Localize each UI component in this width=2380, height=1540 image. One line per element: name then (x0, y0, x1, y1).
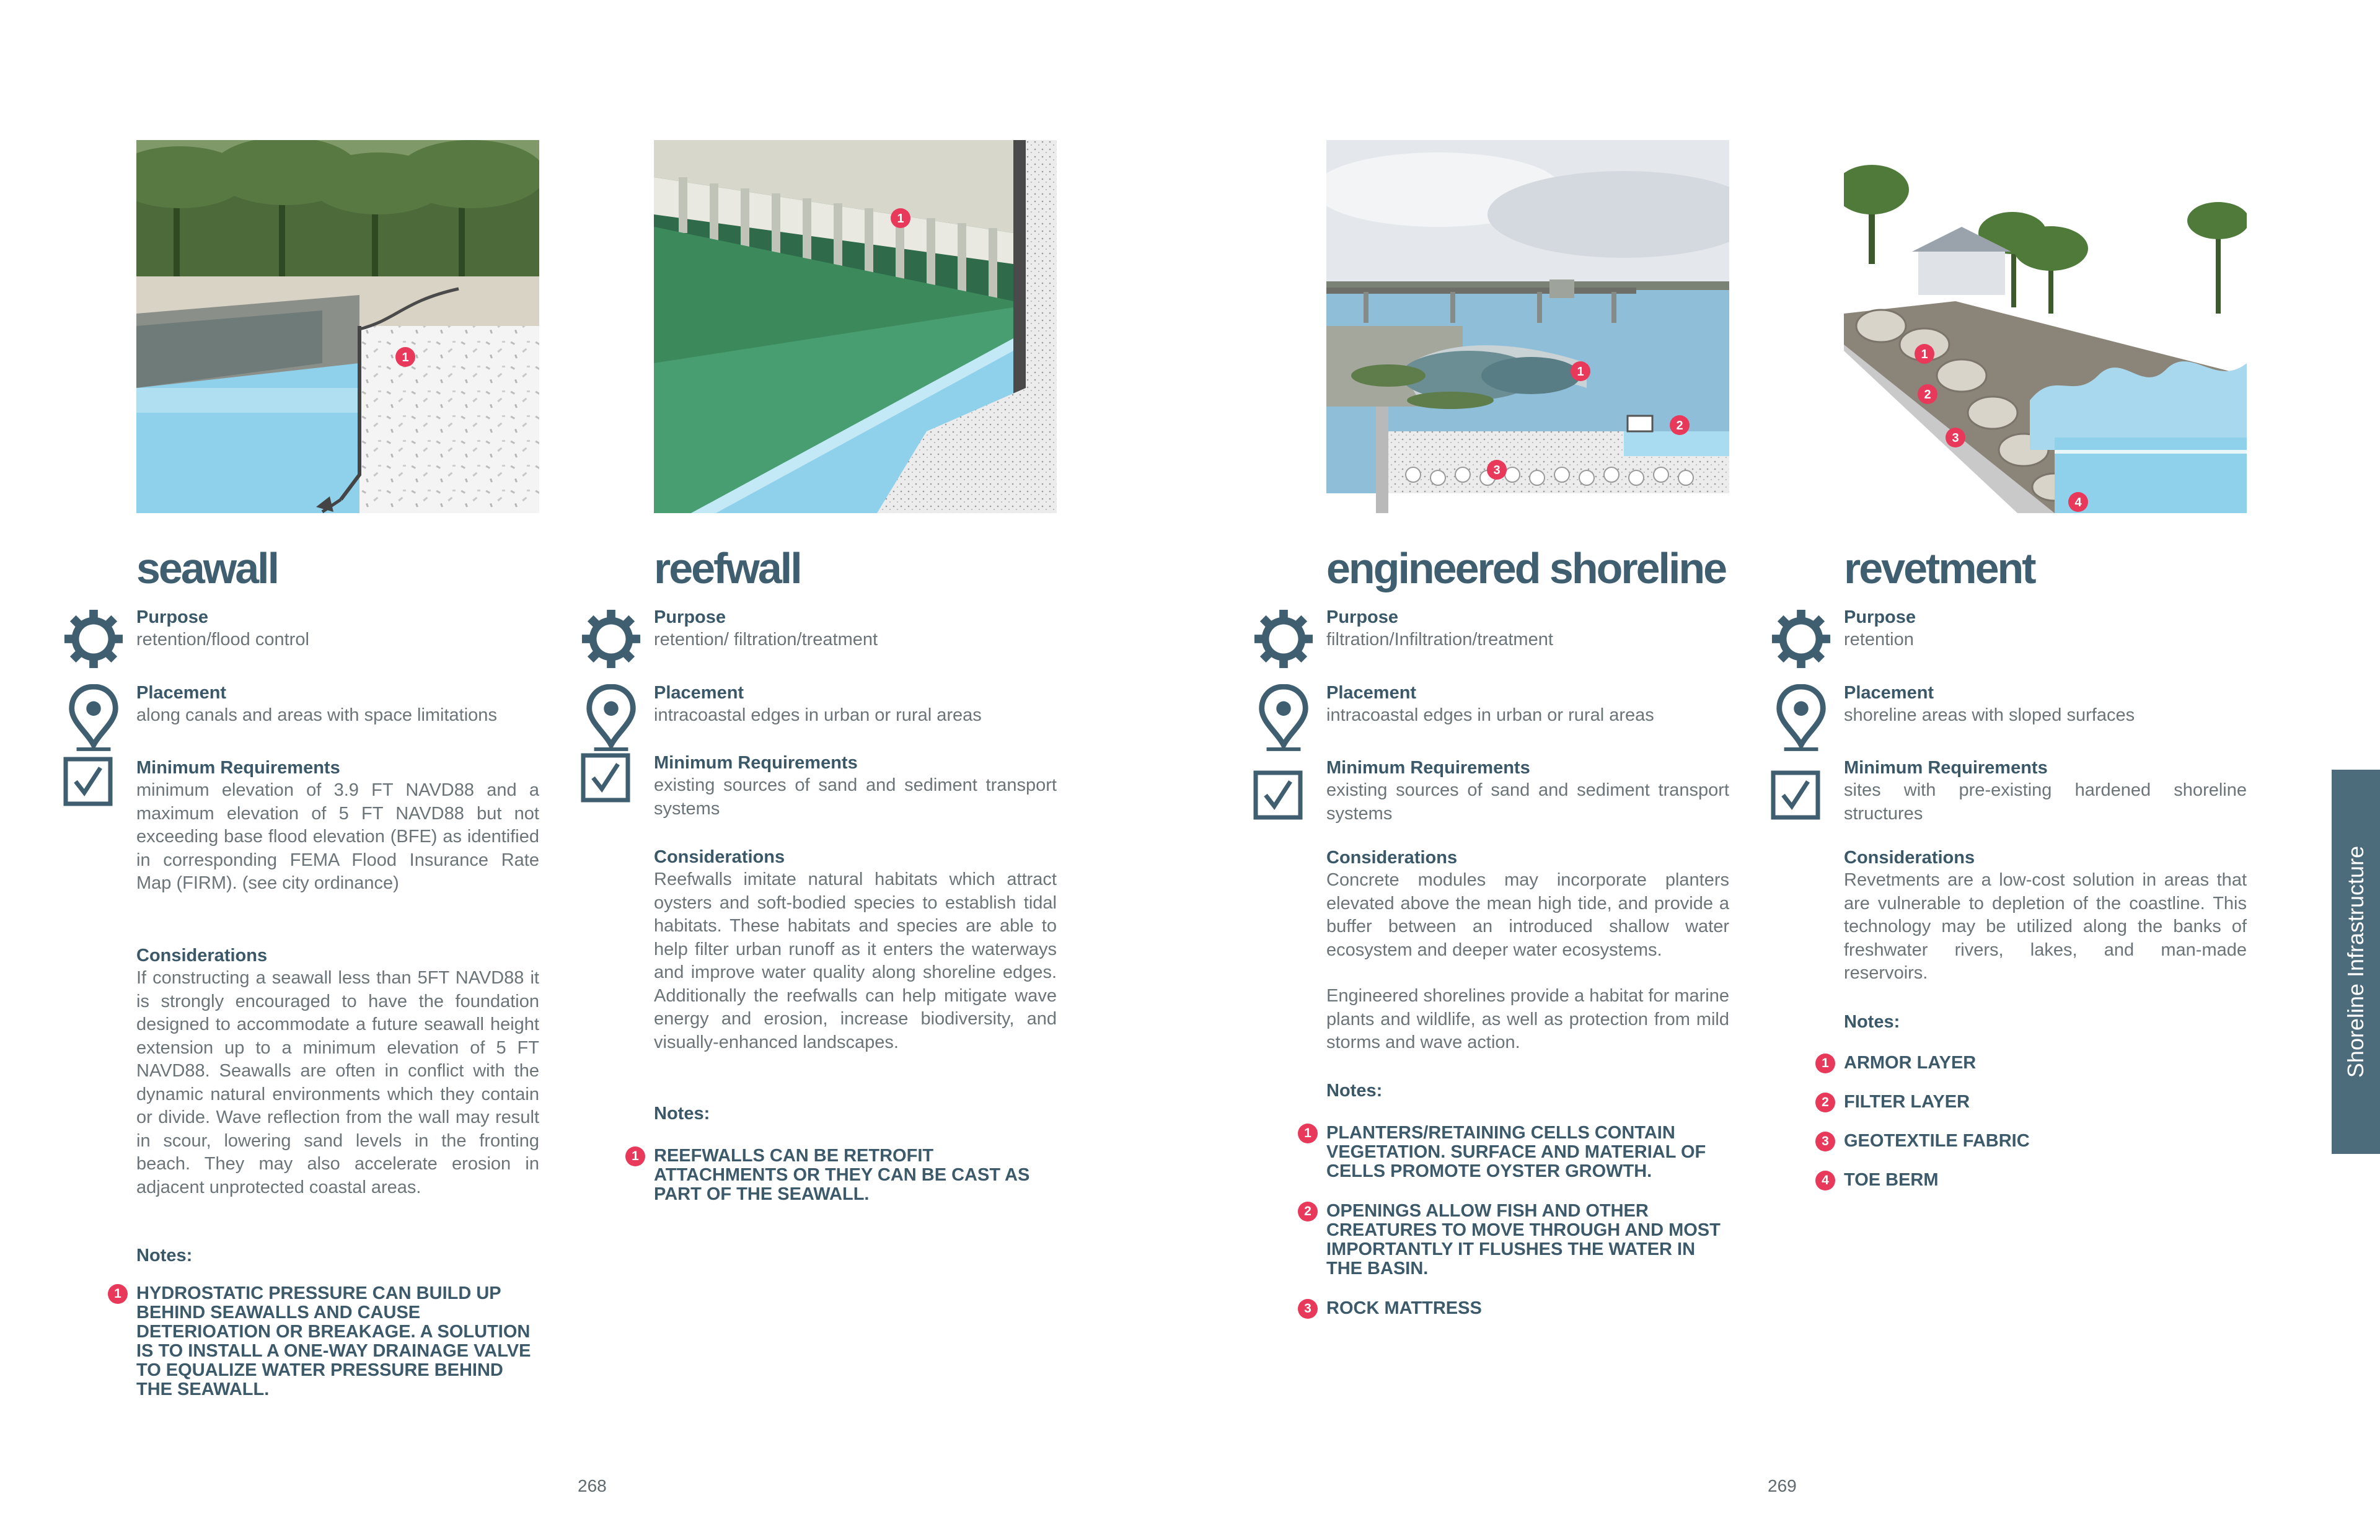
note-text: REEFWALLS CAN BE RETROFIT ATTACHMENTS OR THEY CAN BE CAST AS PART OF THE SEAWALL. (654, 1146, 1030, 1204)
requirements-block (1844, 757, 2247, 825)
numbered-circle-marker: 1 (1815, 1054, 1835, 1073)
note-text: ARMOR LAYER (1844, 1053, 1977, 1073)
requirements-block (654, 752, 1057, 821)
image-marker: 3 (1493, 464, 1501, 477)
image-marker: 1 (402, 351, 409, 364)
considerations-label: Considerations (654, 847, 785, 867)
numbered-circle-marker: 1 (108, 1284, 128, 1304)
gear-icon (1771, 609, 1831, 669)
reefwall-image (654, 140, 1057, 513)
note-item (1304, 1201, 1729, 1278)
revetment-illustration (1844, 140, 2247, 513)
image-marker: 2 (1676, 419, 1683, 433)
placement-text: shoreline areas with sloped surfaces (1844, 705, 2135, 725)
purpose-block (1326, 606, 1729, 652)
considerations-text: If constructing a seawall less than 5FT NAVD88 it is strongly encouraged to have the foundation designed to accommodate a future seawall height extension up to a minimum elevation of 5 FT NAVD88. Seawalls are often in conflict with the dynamic natural environments which they contain or divide. Wave reflection from the wall may result in scour, lowering sand levels in the fronting beach. They may also accelerate erosion in adjacent unprotected coastal areas. (136, 968, 539, 1197)
checkbox-icon (581, 753, 630, 803)
considerations-text: Reefwalls imitate natural habitats which attract oysters and soft-bodied species to establish tidal habitats. These habitats and species are able to help filter urban runoff as it enters the waterways and improve water quality along shoreline edges. Additionally the reefwalls can help mitigate wave energy and erosion, increase biodiversity, and visually-enhanced landscapes. (654, 869, 1057, 1052)
gear-icon (1253, 609, 1314, 669)
numbered-circle-marker: 3 (1298, 1299, 1318, 1319)
placement-block (136, 682, 539, 728)
purpose-text: retention/ filtration/treatment (654, 630, 878, 649)
engineered-shoreline-illustration (1326, 140, 1729, 513)
section-title: reefwall (654, 544, 801, 592)
note-item (1304, 1123, 1729, 1181)
placement-label: Placement (136, 683, 227, 703)
numbered-circle-marker: 4 (1815, 1171, 1835, 1190)
reefwall-illustration (654, 140, 1057, 513)
image-marker: 1 (897, 212, 904, 226)
considerations-block (136, 944, 539, 1199)
purpose-block (136, 606, 539, 652)
considerations-block (654, 846, 1057, 1054)
note-item (1822, 1053, 2247, 1073)
note-item (1822, 1131, 2247, 1151)
purpose-block (1844, 606, 2247, 652)
image-marker: 2 (1924, 388, 1931, 402)
note-text: ROCK MATTRESS (1326, 1298, 1482, 1318)
requirements-text: existing sources of sand and sediment transport systems (1326, 780, 1729, 824)
purpose-text: retention (1844, 630, 1914, 649)
placement-block (1326, 682, 1729, 728)
notes-label: Notes: (1326, 1081, 1383, 1101)
note-item (1304, 1298, 1729, 1318)
considerations-label: Considerations (1326, 848, 1458, 868)
image-marker: 4 (2074, 496, 2082, 509)
considerations-text: Engineered shorelines provide a habitat for marine plants and wildlife, as well as protection from mild storms and wave action. (1326, 986, 1729, 1052)
requirements-label: Minimum Requirements (1844, 758, 2048, 778)
location-pin-icon (1771, 684, 1831, 752)
considerations-block (1326, 847, 1729, 1055)
checkbox-icon (1771, 770, 1820, 820)
engineered-shoreline-image (1326, 140, 1729, 513)
notes-label: Notes: (136, 1246, 193, 1265)
page-number-right: 269 (1768, 1476, 1797, 1495)
seawall-illustration (136, 140, 539, 513)
considerations-block (1844, 847, 2247, 985)
placement-block (654, 682, 1057, 728)
note-item (114, 1283, 539, 1399)
placement-label: Placement (1326, 683, 1417, 703)
notes-label: Notes: (1844, 1012, 1900, 1032)
revetment-image (1844, 140, 2247, 513)
location-pin-icon (1253, 684, 1314, 752)
requirements-label: Minimum Requirements (654, 753, 858, 773)
numbered-circle-marker: 1 (1298, 1124, 1318, 1143)
note-text: HYDROSTATIC PRESSURE CAN BUILD UP BEHIND SEAWALLS AND CAUSE DETERIOATION OR BREAKAGE. A SOLUTION IS TO INSTALL A ONE-WAY DRAINAGE VALVE TO EQUALIZE WATER PRESSURE BEHIND THE SEAWALL. (136, 1283, 531, 1399)
checkbox-icon (1253, 770, 1303, 820)
considerations-text: Concrete modules may incorporate planters elevated above the mean high tide, and provide a buffer between an introduced shallow water ecosystem and deeper water ecosystems. (1326, 870, 1729, 960)
requirements-text: sites with pre-existing hardened shoreline structures (1844, 780, 2247, 824)
numbered-circle-marker: 1 (625, 1146, 645, 1166)
placement-label: Placement (1844, 683, 1934, 703)
placement-text: along canals and areas with space limitations (136, 705, 497, 725)
image-marker: 3 (1952, 431, 1959, 445)
note-item (1822, 1092, 2247, 1112)
requirements-text: existing sources of sand and sediment transport systems (654, 775, 1057, 819)
note-text: FILTER LAYER (1844, 1092, 1970, 1112)
image-marker: 1 (1577, 365, 1584, 379)
requirements-block (136, 757, 539, 895)
note-text: GEOTEXTILE FABRIC (1844, 1131, 2030, 1151)
purpose-text: retention/flood control (136, 630, 309, 649)
location-pin-icon (581, 684, 641, 752)
placement-text: intracoastal edges in urban or rural areas (654, 705, 982, 725)
considerations-text: Revetments are a low-cost solution in areas that are vulnerable to depletion of the coastline. This technology may be utilized along the banks of freshwater rivers, lakes, and man-made reservoirs. (1844, 870, 2247, 983)
purpose-text: filtration/Infiltration/treatment (1326, 630, 1553, 649)
requirements-block (1326, 757, 1729, 825)
purpose-label: Purpose (654, 607, 726, 627)
image-marker: 1 (1921, 348, 1928, 361)
note-item (1822, 1170, 2247, 1190)
notes-label: Notes: (654, 1104, 710, 1124)
note-text: TOE BERM (1844, 1170, 1939, 1190)
page-number-left: 268 (578, 1476, 607, 1495)
purpose-label: Purpose (1326, 607, 1399, 627)
note-text: PLANTERS/RETAINING CELLS CONTAIN VEGETATION. SURFACE AND MATERIAL OF CELLS PROMOTE OYSTER GROWTH. (1326, 1123, 1706, 1181)
note-item (632, 1146, 1057, 1204)
gear-icon (63, 609, 124, 669)
requirements-label: Minimum Requirements (1326, 758, 1530, 778)
section-title: revetment (1844, 544, 2035, 592)
requirements-text: minimum elevation of 3.9 FT NAVD88 and a maximum elevation of 5 FT NAVD88 but not exceeding base flood elevation (BFE) as identified in corresponding FEMA Flood Insurance Rate Map (FIRM). (see city ordinance) (136, 780, 539, 893)
numbered-circle-marker: 3 (1815, 1132, 1835, 1151)
numbered-circle-marker: 2 (1815, 1093, 1835, 1112)
purpose-label: Purpose (1844, 607, 1916, 627)
placement-label: Placement (654, 683, 744, 703)
location-pin-icon (63, 684, 124, 752)
section-title: engineered shoreline (1326, 544, 1726, 592)
considerations-label: Considerations (136, 946, 268, 966)
purpose-block (654, 606, 1057, 652)
purpose-label: Purpose (136, 607, 209, 627)
numbered-circle-marker: 2 (1298, 1202, 1318, 1221)
gear-icon (581, 609, 641, 669)
seawall-image (136, 140, 539, 513)
side-tab-label: Shoreline Infrastructure (2343, 845, 2368, 1078)
considerations-label: Considerations (1844, 848, 1975, 868)
section-title: seawall (136, 544, 278, 592)
checkbox-icon (63, 757, 113, 806)
note-text: OPENINGS ALLOW FISH AND OTHER CREATURES TO MOVE THROUGH AND MOST IMPORTANTLY IT FLUSHES THE WATER IN THE BASIN. (1326, 1201, 1721, 1278)
requirements-label: Minimum Requirements (136, 758, 340, 778)
placement-text: intracoastal edges in urban or rural areas (1326, 705, 1654, 725)
placement-block (1844, 682, 2247, 728)
section-side-tab (2332, 770, 2380, 1154)
